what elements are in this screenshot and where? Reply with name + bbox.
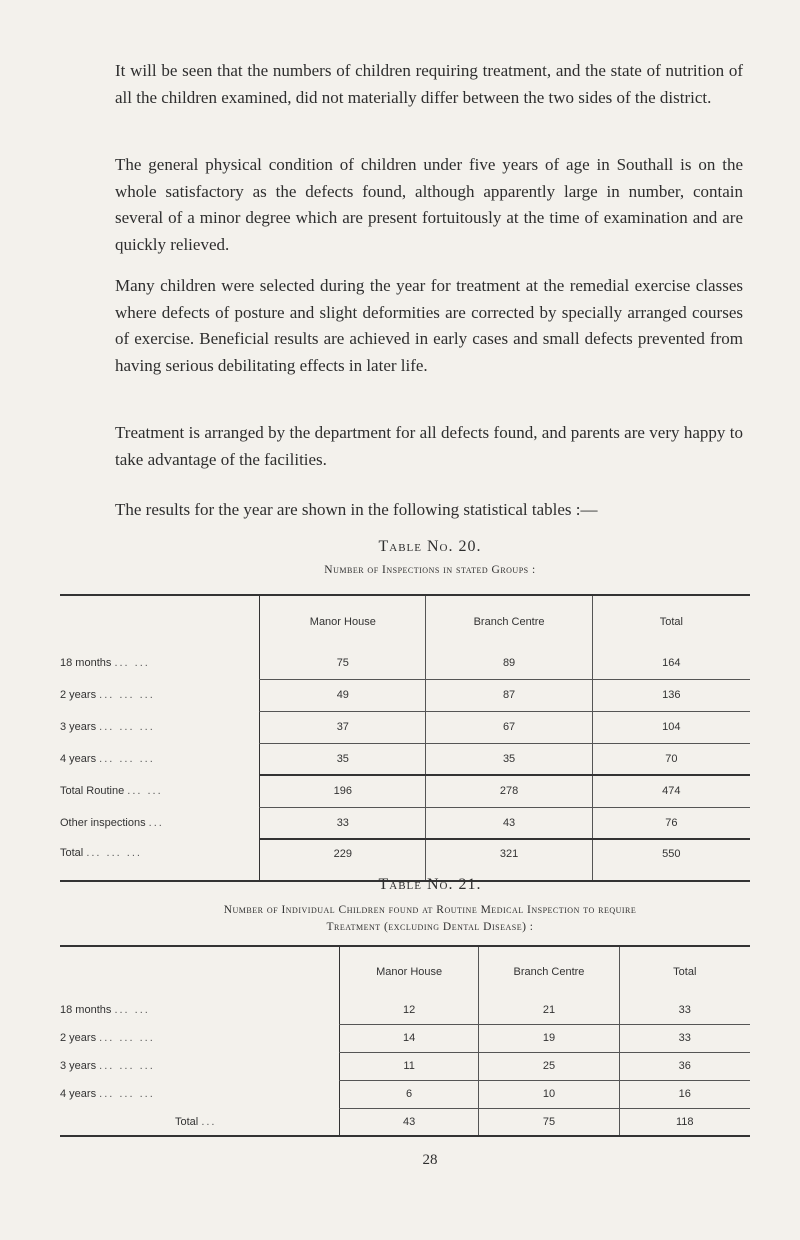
cell-total: 70 — [592, 743, 750, 775]
cell-total: 33 — [619, 996, 750, 1024]
cell-manor: 11 — [339, 1052, 479, 1080]
cell-manor: 37 — [260, 711, 426, 743]
leader-dots: ... ... — [127, 785, 163, 797]
row-label: Total Routine — [60, 785, 125, 797]
cell-branch: 35 — [426, 743, 592, 775]
row-label: 4 years — [60, 753, 97, 765]
header-total: Total — [592, 595, 750, 647]
row-label: 2 years — [60, 689, 97, 701]
leader-dots: ... ... ... — [99, 753, 155, 765]
header-branch-centre: Branch Centre — [426, 595, 592, 647]
page-number: 28 — [422, 1152, 438, 1168]
row-label: 18 months — [60, 1004, 112, 1016]
table-row — [60, 1052, 750, 1080]
paragraph-5: The results for the year are shown in the following statistical tables :— — [115, 500, 598, 519]
leader-dots: ... ... ... — [99, 689, 155, 701]
cell-branch: 89 — [426, 647, 592, 679]
leader-dots: ... — [201, 1115, 217, 1128]
leader-dots: ... ... ... — [86, 847, 142, 859]
cell-total: 474 — [592, 775, 750, 807]
leader-dots: ... ... — [114, 657, 150, 669]
table-20-subtitle: Number of Inspections in stated Groups : — [324, 564, 536, 576]
table-row — [60, 1080, 750, 1108]
cell-branch: 321 — [426, 839, 592, 881]
table-row — [60, 1024, 750, 1052]
header-manor-house: Manor House — [260, 595, 426, 647]
cell-manor: 12 — [339, 996, 479, 1024]
cell-total: 550 — [592, 839, 750, 881]
leader-dots: ... ... — [114, 1004, 150, 1016]
table-row — [60, 711, 750, 743]
cell-total: 118 — [619, 1108, 750, 1136]
cell-manor: 196 — [260, 775, 426, 807]
cell-manor: 6 — [339, 1080, 479, 1108]
cell-manor: 75 — [260, 647, 426, 679]
table-20 — [60, 594, 750, 882]
cell-manor: 43 — [339, 1108, 479, 1136]
cell-total: 36 — [619, 1052, 750, 1080]
cell-branch: 43 — [426, 807, 592, 839]
table-header-row — [60, 595, 750, 647]
table-row-total — [60, 839, 750, 881]
row-label: Total — [60, 847, 84, 859]
paragraph-3: Many children were selected during the year for treatment at the remedial exercise classes where defects of posture and slight deformities are corrected by specially arranged courses of exercise. Beneficial results are achieved in early cases and small defects prevented from having serious debilitating effects in later life. — [115, 276, 743, 375]
table-row — [60, 775, 750, 807]
cell-manor: 14 — [339, 1024, 479, 1052]
cell-branch: 10 — [479, 1080, 619, 1108]
leader-dots: ... ... ... — [99, 721, 155, 733]
table-row — [60, 647, 750, 679]
leader-dots: ... ... ... — [99, 1060, 155, 1072]
cell-manor: 35 — [260, 743, 426, 775]
cell-branch: 87 — [426, 679, 592, 711]
cell-total: 33 — [619, 1024, 750, 1052]
header-branch-centre: Branch Centre — [479, 946, 619, 996]
paragraph-1: It will be seen that the numbers of children requiring treatment, and the state of nutrition of all the children examined, did not materially differ between the two sides of the district. — [115, 61, 743, 107]
header-total: Total — [619, 946, 750, 996]
table-row — [60, 996, 750, 1024]
cell-manor: 33 — [260, 807, 426, 839]
table-21-subtitle-line1: Number of Individual Children found at Routine Medical Inspection to require — [223, 904, 637, 916]
table-row-total — [60, 1108, 750, 1136]
row-label: 2 years — [60, 1032, 97, 1044]
cell-total: 76 — [592, 807, 750, 839]
cell-manor: 49 — [260, 679, 426, 711]
header-manor-house: Manor House — [339, 946, 479, 996]
row-label: Other inspections — [60, 817, 146, 829]
paragraph-2: The general physical condition of children under five years of age in Southall is on the whole satisfactory as the defects found, although apparently large in number, contain several of a minor degree which are present fortuitously at the time of examination and are quickly relieved. — [115, 155, 743, 254]
leader-dots: ... ... ... — [99, 1032, 155, 1044]
cell-total: 136 — [592, 679, 750, 711]
cell-branch: 19 — [479, 1024, 619, 1052]
cell-manor: 229 — [260, 839, 426, 881]
leader-dots: ... ... ... — [99, 1088, 155, 1100]
row-label: 18 months — [60, 657, 112, 669]
table-20-title: Table No. 20. — [378, 538, 482, 555]
paragraph-4: Treatment is arranged by the department for all defects found, and parents are very happy to take advantage of the facilities. — [115, 423, 743, 469]
row-label: 4 years — [60, 1088, 97, 1100]
row-label: Total — [175, 1115, 199, 1128]
table-row — [60, 679, 750, 711]
cell-branch: 21 — [479, 996, 619, 1024]
row-label: 3 years — [60, 721, 97, 733]
cell-total: 104 — [592, 711, 750, 743]
cell-total: 164 — [592, 647, 750, 679]
table-row — [60, 743, 750, 775]
table-row — [60, 807, 750, 839]
cell-branch: 278 — [426, 775, 592, 807]
cell-branch: 75 — [479, 1108, 619, 1136]
cell-branch: 25 — [479, 1052, 619, 1080]
row-label: 3 years — [60, 1060, 97, 1072]
table-header-row — [60, 946, 750, 996]
table-21 — [60, 945, 750, 1137]
header-blank — [60, 946, 339, 996]
table-21-subtitle-line2: Treatment (excluding Dental Disease) : — [326, 921, 534, 933]
leader-dots: ... — [148, 817, 164, 829]
table-21-title: Table No. 21. — [378, 876, 482, 893]
cell-total: 16 — [619, 1080, 750, 1108]
header-blank — [60, 595, 260, 647]
cell-branch: 67 — [426, 711, 592, 743]
